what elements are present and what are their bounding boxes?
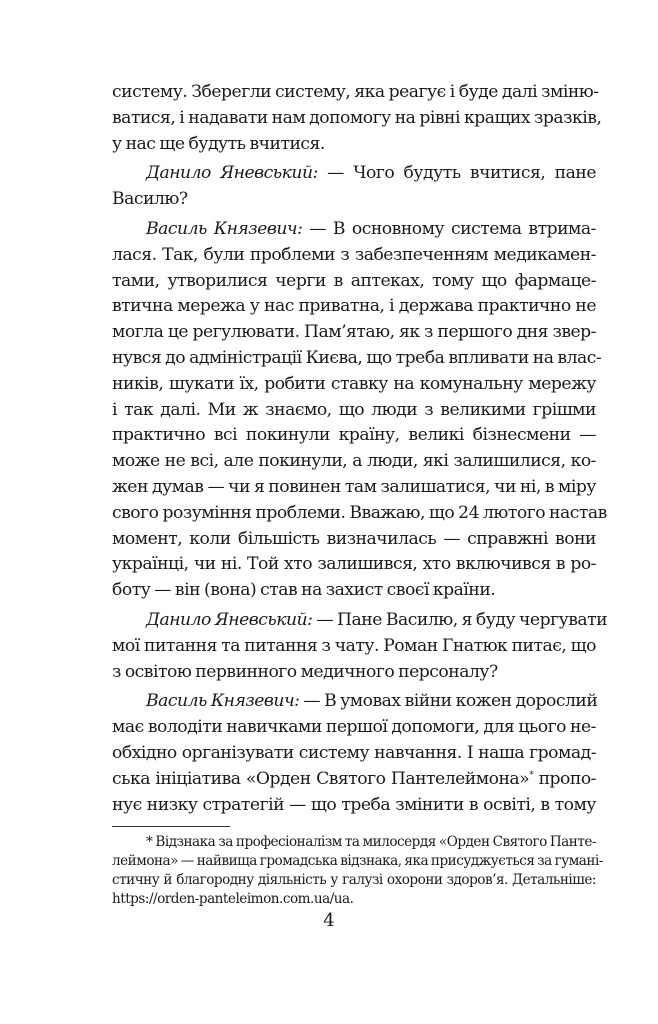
footnote-link[interactable]: https://orden-panteleimon.com.ua/ua. xyxy=(112,891,354,908)
speaker-name: Данило Яневський: xyxy=(146,163,318,184)
footnote-line: стичну й благородну діяльність у галузі охорони здоров’я. Детальніше: xyxy=(112,872,596,889)
text-line: українці, чи ні. Той хто залишився, хто включився в ро- xyxy=(112,554,596,575)
text-line: лася. Так, були проблеми з забезпеченням медикамен- xyxy=(112,244,596,265)
line-text: — Чого будуть вчитися, пане xyxy=(317,163,596,184)
text-line xyxy=(112,689,596,715)
text-line xyxy=(112,161,596,187)
paragraph-3 xyxy=(112,217,607,604)
text-line: могла це регулювати. Пам’ятаю, як з першого дня звер- xyxy=(112,322,596,343)
text-line: жен думав — чи я повинен там залишатися, чи ні, в міру xyxy=(112,476,596,497)
paragraph-1 xyxy=(112,80,602,157)
paragraph-4 xyxy=(112,608,608,685)
text-line: ватися, і надавати нам допомогу на рівні кращих зразків, xyxy=(112,107,602,128)
text-line: і так далі. Ми ж знаємо, що люди з великими грішми xyxy=(112,399,596,420)
text-line: з освітою первинного медичного персоналу? xyxy=(112,661,498,682)
line-text: пропо- xyxy=(533,768,596,789)
text-line: мої питання та питання з чату. Роман Гнатюк питає, що xyxy=(112,635,596,656)
text-line: тами, утворилися черги в аптеках, тому що фармаце- xyxy=(112,270,596,291)
footnote-marker[interactable]: * xyxy=(529,769,534,780)
line-text: ська ініціатива «Орден Святого Пантелеймона» xyxy=(112,768,530,789)
page-number: 4 xyxy=(323,910,335,931)
speaker-name: Василь Князевич: xyxy=(146,691,300,712)
line-text: — В умовах війни кожен дорослий xyxy=(299,691,598,712)
text-line: нує низку стратегій — що треба змінити в освіті, в тому xyxy=(112,794,596,815)
text-line: втична мережа у нас приватна, і держава практично не xyxy=(112,296,596,317)
footnote-line: леймона» — найвища громадська відзнака, яка присуджується за гумані- xyxy=(112,853,603,870)
footnote xyxy=(112,833,603,909)
footnote-divider xyxy=(112,826,230,827)
paragraph-2 xyxy=(112,161,596,213)
text-line: боту — він (вона) став на захист своєї країни. xyxy=(112,580,496,601)
text-line: момент, коли більшість визначилась — справжні вони xyxy=(112,528,596,549)
text-line: у нас ще будуть вчитися. xyxy=(112,133,325,154)
line-text: — Пане Василю, я буду чергувати xyxy=(312,609,608,630)
text-line: Василю? xyxy=(112,189,188,210)
speaker-name: Данило Яневський: xyxy=(146,609,313,630)
footnote-line: * Відзнака за професіоналізм та милосердя «Орден Святого Панте- xyxy=(146,834,596,851)
text-line xyxy=(112,767,596,793)
text-line: ників, шукати їх, робити ставку на комунальну мережу xyxy=(112,373,596,394)
text-line: нувся до адміністрації Києва, що треба впливати на влас- xyxy=(112,347,602,368)
text-line: практично всі покинули країну, великі бізнесмени — xyxy=(112,425,596,446)
text-line: обхідно організувати систему навчання. І наша громад- xyxy=(112,742,596,763)
speaker-name: Василь Князевич: xyxy=(146,218,303,239)
line-text: — В основному система втрима- xyxy=(302,218,596,239)
paragraph-5 xyxy=(112,689,596,818)
page-body xyxy=(112,80,608,909)
text-line: може не всі, але покинули, а люди, які залишилися, ко- xyxy=(112,451,596,472)
text-line: систему. Зберегли систему, яка реагує і буде далі зміню- xyxy=(112,82,599,102)
text-line: свого розуміння проблеми. Вважаю, що 24 лютого настав xyxy=(112,502,607,523)
text-line xyxy=(112,608,608,634)
text-line: має володіти навичками першої допомоги, для цього не- xyxy=(112,717,596,738)
text-line xyxy=(112,217,596,243)
